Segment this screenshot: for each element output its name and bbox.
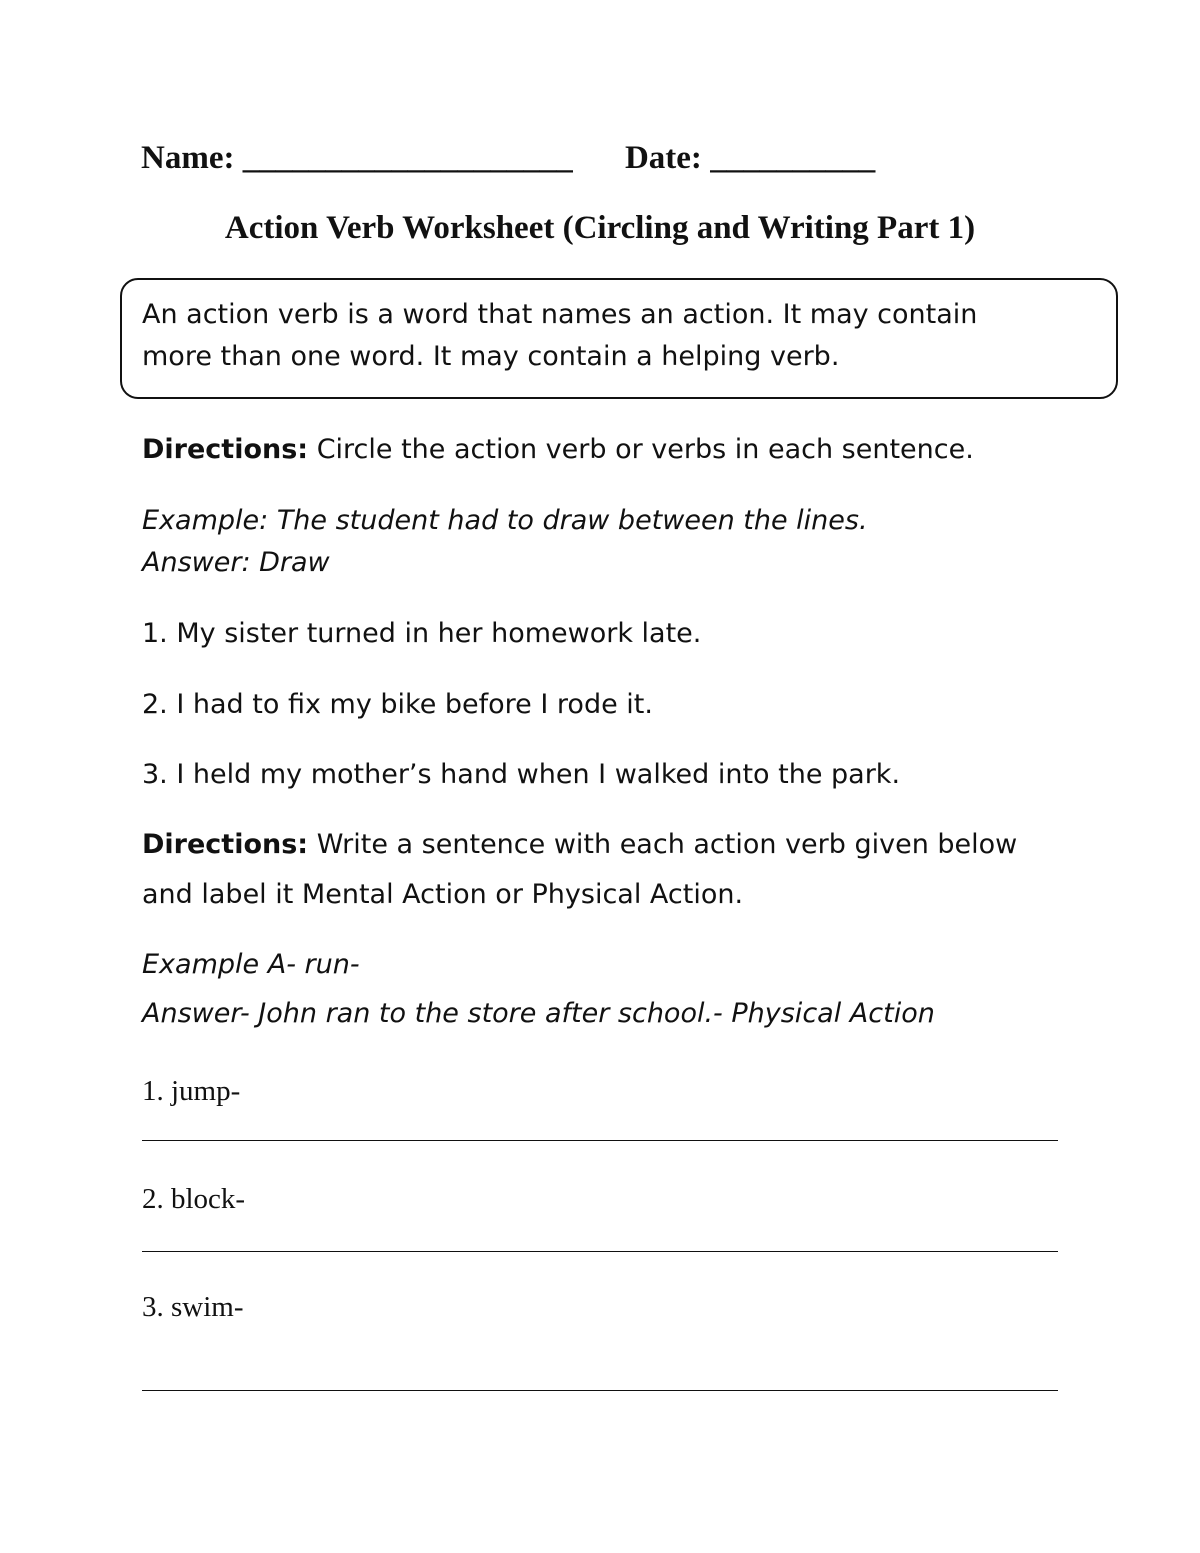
- date-label: Date:: [624, 140, 702, 176]
- name-label: Name:: [141, 140, 235, 176]
- header-row: [141, 140, 875, 177]
- part2-answer: Answer- John ran to the store after school.- Physical Action: [142, 998, 935, 1029]
- part1-directions: [142, 434, 974, 465]
- part1-directions-text: Circle the action verb or verbs in each sentence.: [308, 434, 974, 465]
- definition-line-2: more than one word. It may contain a helping verb.: [142, 341, 840, 372]
- date-blank: __________: [710, 140, 876, 176]
- part2-item-2: 2. block-: [142, 1183, 246, 1215]
- answer-line-2[interactable]: [142, 1251, 1058, 1252]
- definition-line-1: An action verb is a word that names an action. It may contain: [142, 299, 978, 330]
- answer-line-1[interactable]: [142, 1140, 1058, 1141]
- name-blank: ____________________: [242, 140, 573, 176]
- part2-item-1: 1. jump-: [142, 1075, 241, 1107]
- part1-item-2: 2. I had to fix my bike before I rode it.: [142, 689, 653, 720]
- part2-directions-line-2: and label it Mental Action or Physical Action.: [142, 879, 744, 910]
- part2-directions-label: Directions:: [142, 829, 309, 860]
- part2-example: Example A- run-: [142, 949, 360, 980]
- part1-item-1: 1. My sister turned in her homework late.: [142, 618, 702, 649]
- part1-directions-label: Directions:: [142, 434, 309, 465]
- part1-example: Example: The student had to draw between the lines.: [142, 505, 868, 536]
- answer-line-3[interactable]: [142, 1390, 1058, 1391]
- part2-directions-text: Write a sentence with each action verb given below: [308, 829, 1018, 860]
- part1-answer: Answer: Draw: [142, 547, 330, 578]
- part2-item-3: 3. swim-: [142, 1291, 244, 1323]
- part1-item-3: 3. I held my mother’s hand when I walked into the park.: [142, 759, 901, 790]
- definition-text: [142, 294, 1082, 378]
- part2-directions-line-1: [142, 829, 1017, 860]
- worksheet-title: Action Verb Worksheet (Circling and Writing Part 1): [224, 210, 976, 246]
